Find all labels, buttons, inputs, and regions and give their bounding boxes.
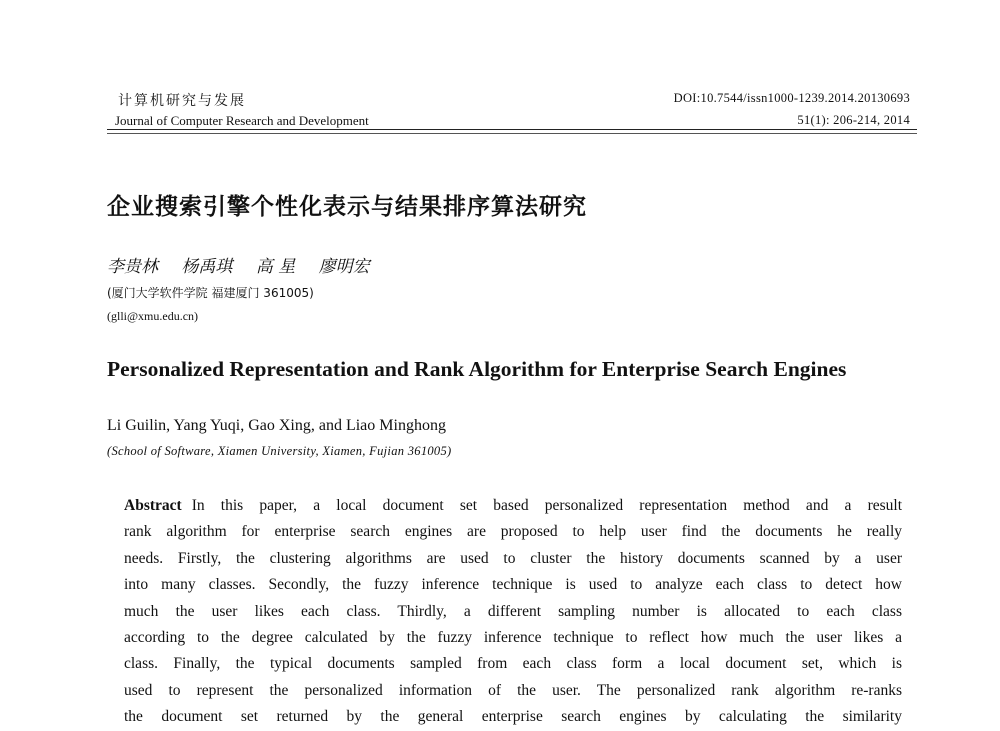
abstract-label: Abstract bbox=[124, 497, 182, 514]
email: (glli@xmu.edu.cn) bbox=[107, 309, 199, 323]
abstract-line: rank algorithm for enterprise search engines are proposed to help user find the documents he really bbox=[124, 523, 902, 541]
abstract-line: much the user likes each class. Thirdly, a different sampling number is allocated to each class bbox=[124, 602, 902, 620]
abstract-line: the document set returned by the general enterprise search engines by calculating the similarity bbox=[124, 708, 902, 726]
title-cn: 企业搜索引擎个性化表示与结果排序算法研究 bbox=[107, 194, 587, 220]
abstract-text: In this paper, a local document set based personalized representation method and a result bbox=[191, 497, 902, 514]
author-cn: 杨禹琪 bbox=[181, 257, 233, 277]
header-rule-thin bbox=[107, 133, 917, 134]
abstract-line: needs. Firstly, the clustering algorithms are used to cluster the history documents scanned by a user bbox=[124, 549, 902, 567]
abstract-line: class. Finally, the typical documents sampled from each class form a local document set, which is bbox=[124, 655, 902, 673]
authors-en: Li Guilin, Yang Yuqi, Gao Xing, and Liao Minghong bbox=[107, 417, 446, 434]
abstract-line: into many classes. Secondly, the fuzzy inference technique is used to analyze each class to detect how bbox=[124, 576, 902, 594]
affiliation-en: (School of Software, Xiamen University, Xiamen, Fujian 361005) bbox=[107, 444, 452, 458]
author-cn: 廖明宏 bbox=[318, 257, 370, 277]
header-rule-thick bbox=[107, 129, 917, 130]
authors-cn bbox=[107, 252, 388, 277]
doi: DOI:10.7544/issn1000-1239.2014.20130693 bbox=[673, 91, 910, 105]
author-cn: 李贵林 bbox=[107, 257, 158, 277]
abstract-line: used to represent the personalized information of the user. The personalized rank algorithm re-ranks bbox=[124, 681, 902, 699]
author-cn: 高 星 bbox=[255, 257, 296, 277]
abstract-line-first bbox=[124, 493, 902, 519]
abstract-line: according to the degree calculated by the fuzzy inference technique to reflect how much the user likes a bbox=[124, 628, 902, 646]
journal-name-en: Journal of Computer Research and Development bbox=[115, 113, 369, 128]
title-en: Personalized Representation and Rank Algorithm for Enterprise Search Engines bbox=[107, 357, 847, 381]
affiliation-cn: (厦门大学软件学院 福建厦门 361005) bbox=[107, 286, 314, 300]
journal-name-cn: 计算机研究与发展 bbox=[118, 93, 246, 109]
volume-pages: 51(1): 206-214, 2014 bbox=[797, 113, 910, 127]
abstract bbox=[124, 493, 902, 731]
